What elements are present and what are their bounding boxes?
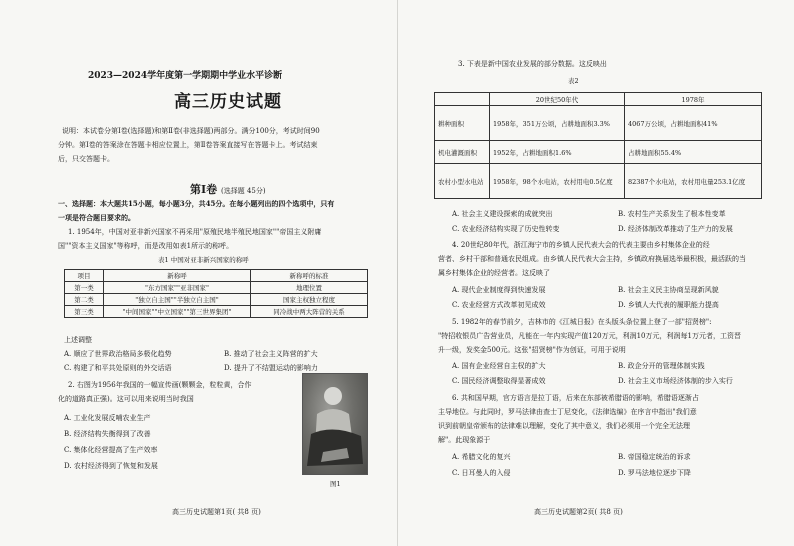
q3-option-b: B. 农村生产关系发生了根本性变革: [618, 210, 726, 218]
q4-option-d: D. 乡镇人大代表的履职能力提高: [618, 301, 719, 309]
table-cell: "中间国家""中立国家""第三世界集团": [104, 306, 251, 318]
section-title-sub: (选择题 45分): [221, 187, 266, 195]
q2-option-d: D. 农村经济得到了恢复和发展: [64, 462, 158, 470]
q3-option-a: A. 社会主义建设探索的成就突出: [452, 210, 553, 218]
q2-stem-line: 2. 右图为1956年我国的一幅宣传画(颗颗金，粒粒黄，合作: [68, 381, 252, 389]
table-row: [435, 164, 762, 199]
table-row: [65, 306, 368, 318]
q3-option-c: C. 农业经济结构实现了历史性转变: [452, 225, 560, 233]
q4-stem-line: 营者、乡村干部和普通农民组成。由乡镇人民代表大会主持，乡镇政府换届选举最积极，最活跃的当: [438, 255, 746, 263]
q3-option-d: D. 经济体制改革推动了生产力的发展: [618, 225, 733, 233]
q6-stem-line: 6. 共和国早期，官方语言是拉丁语，后来在东部被希腊语的影响，希腊语逐渐占: [452, 394, 699, 402]
q1-stem-line: 1. 1954年，中国对亚非新兴国家不再采用"原殖民地半殖民地国家""帝国主义附庸: [68, 228, 322, 236]
q4-stem-line: 属乡村集体企业的经营者。这反映了: [438, 269, 550, 277]
q1-option-d: D. 提升了不结盟运动的影响力: [224, 364, 318, 372]
table-cell: "东方国家""亚非国家": [104, 282, 251, 294]
table-cell: 1958年，351万公顷，占耕地面积3.3%: [490, 106, 625, 141]
q6-option-d: D. 罗马法地位逐步下降: [618, 469, 691, 477]
propaganda-poster-image: [302, 373, 368, 475]
table-header-cell: 20世纪50年代: [490, 93, 625, 106]
q1-option-b: B. 推动了社会主义阵营的扩大: [224, 350, 318, 358]
q5-option-d: D. 社会主义市场经济体制的步入实行: [618, 377, 733, 385]
q6-option-a: A. 希腊文化的复兴: [452, 453, 511, 461]
q1-stem-line: 国""资本主义国家"等称呼，而是改用如表1所示的称呼。: [58, 242, 234, 250]
table-2-caption: 表2: [568, 77, 579, 85]
table-cell: 地理位置: [251, 282, 368, 294]
q1-lead: 上述调整: [64, 336, 92, 344]
table-header-row: [435, 93, 762, 106]
table-1: [64, 269, 368, 318]
instructions-line: 说明：本试卷分第Ⅰ卷(选择题)和第Ⅱ卷(非选择题)两部分。满分100分，考试时间90: [62, 127, 320, 135]
q2-option-a: A. 工业化发展反哺农业生产: [64, 414, 151, 422]
table-cell: 第二类: [65, 294, 104, 306]
q4-stem-line: 4. 20世纪80年代，浙江海宁市的乡镇人民代表大会的代表主要由乡村集体企业的经: [452, 241, 710, 249]
q6-option-b: B. 帝国稳定统治的诉求: [618, 453, 691, 461]
table-row: [65, 294, 368, 306]
table-row: [65, 282, 368, 294]
table-header-cell: 1978年: [625, 93, 762, 106]
page-footer-right: 高三历史试题第2页( 共8 页): [534, 508, 623, 516]
table-header-row: [65, 270, 368, 282]
table-cell: 第一类: [65, 282, 104, 294]
instructions-line: 分钟。第Ⅰ卷的答案涂在答题卡相应位置上，第Ⅱ卷答案直接写在答题卡上。考试结束: [58, 141, 318, 149]
table-cell: 机电灌溉面积: [435, 141, 490, 164]
table-cell: 同冷战中两大阵营的关系: [251, 306, 368, 318]
q6-option-c: C. 日耳曼人的入侵: [452, 469, 511, 477]
q3-stem: 3. 下表是新中国农业发展的部分数据。这反映出: [458, 60, 607, 68]
table-cell: "独立自主国""半独立自主国": [104, 294, 251, 306]
q1-option-a: A. 顺应了世界政治格局多极化趋势: [64, 350, 172, 358]
table-cell: 4067万公顷，占耕地面积41%: [625, 106, 762, 141]
q4-option-c: C. 农业经营方式改革初见成效: [452, 301, 546, 309]
section-title-main: 第Ⅰ卷: [190, 183, 218, 196]
table-row: [435, 141, 762, 164]
q6-stem-line: 解"。此现象源于: [438, 436, 491, 444]
q4-option-b: B. 社会主义民主协商呈现新风貌: [618, 286, 719, 294]
q5-stem-line: "特招收银员广告营业员，凡能在一年内实现产值120万元，利润10万元，利润每1万元者，工资晋: [438, 332, 741, 340]
q5-stem-line: 升一级，发奖金500元。这张"招贤榜"作为创证，可用于说明: [438, 346, 626, 354]
section-title: [190, 183, 266, 198]
table-cell: 第三类: [65, 306, 104, 318]
figure-1-caption: 图1: [330, 480, 341, 488]
q4-option-a: A. 现代企业制度得到快速发展: [452, 286, 546, 294]
q5-stem-line: 5. 1982年的春节前夕，吉林市的《江城日报》在头版头条位置上登了一部"招贤榜":: [452, 318, 712, 326]
page-fold: [397, 0, 398, 546]
instructions-line: 后，只交答题卡。: [58, 155, 114, 163]
table-cell: 占耕地面积55.4%: [625, 141, 762, 164]
q2-option-b: B. 经济结构失衡得到了改善: [64, 430, 151, 438]
page-footer-left: 高三历史试题第1页( 共8 页): [172, 508, 261, 516]
poster-figure-icon: [303, 374, 367, 474]
exam-title: 高三历史试题: [174, 92, 282, 112]
table-cell: 耕种面积: [435, 106, 490, 141]
q6-stem-line: 主导地位。与此同时，罗马法律由查士丁尼变化，《法律选编》在序言中指出"我们意: [438, 408, 697, 416]
table-header-cell: 新称呼: [104, 270, 251, 282]
table-row: [435, 106, 762, 141]
table-cell: 1958年，98个水电站，农村用电0.5亿度: [490, 164, 625, 199]
q6-stem-line: 识到前朝皇帝颁布的法律难以理解，变化了其中意义，我们必须用一个完全无法理: [438, 422, 690, 430]
q5-option-c: C. 国民经济调整取得显著成效: [452, 377, 546, 385]
q5-option-a: A. 国有企业经营自主权的扩大: [452, 362, 546, 370]
table-2: [434, 92, 762, 199]
left-page: [58, 0, 370, 546]
section-intro-line: 一项是符合题目要求的。: [58, 213, 135, 222]
table-header-cell: 项目: [65, 270, 104, 282]
q1-option-c: C. 构建了和平共处原则的外交话语: [64, 364, 172, 372]
table-cell: 82387个水电站，农村用电量253.1亿度: [625, 164, 762, 199]
table-cell: 国家主权独立程度: [251, 294, 368, 306]
right-page: [432, 0, 762, 546]
q2-option-c: C. 集体化经营提高了生产效率: [64, 446, 158, 454]
section-intro-line: 一、选择题：本大题共15小题，每小题3分，共45分。在每小题列出的四个选项中，只有: [58, 199, 335, 208]
table-cell: 农村小型水电站: [435, 164, 490, 199]
exam-header: 2023—2024学年度第一学期期中学业水平诊断: [88, 71, 283, 81]
table-header-cell: [435, 93, 490, 106]
table-1-caption: 表1 中国对亚非新兴国家的称呼: [158, 256, 249, 264]
table-header-cell: 新称呼的标准: [251, 270, 368, 282]
table-cell: 1952年，占耕地面积1.6%: [490, 141, 625, 164]
q5-option-b: B. 政企分开的管理体制实践: [618, 362, 705, 370]
q2-stem-line: 化的道路真正强)。这可以用来说明当时我国: [58, 395, 194, 403]
